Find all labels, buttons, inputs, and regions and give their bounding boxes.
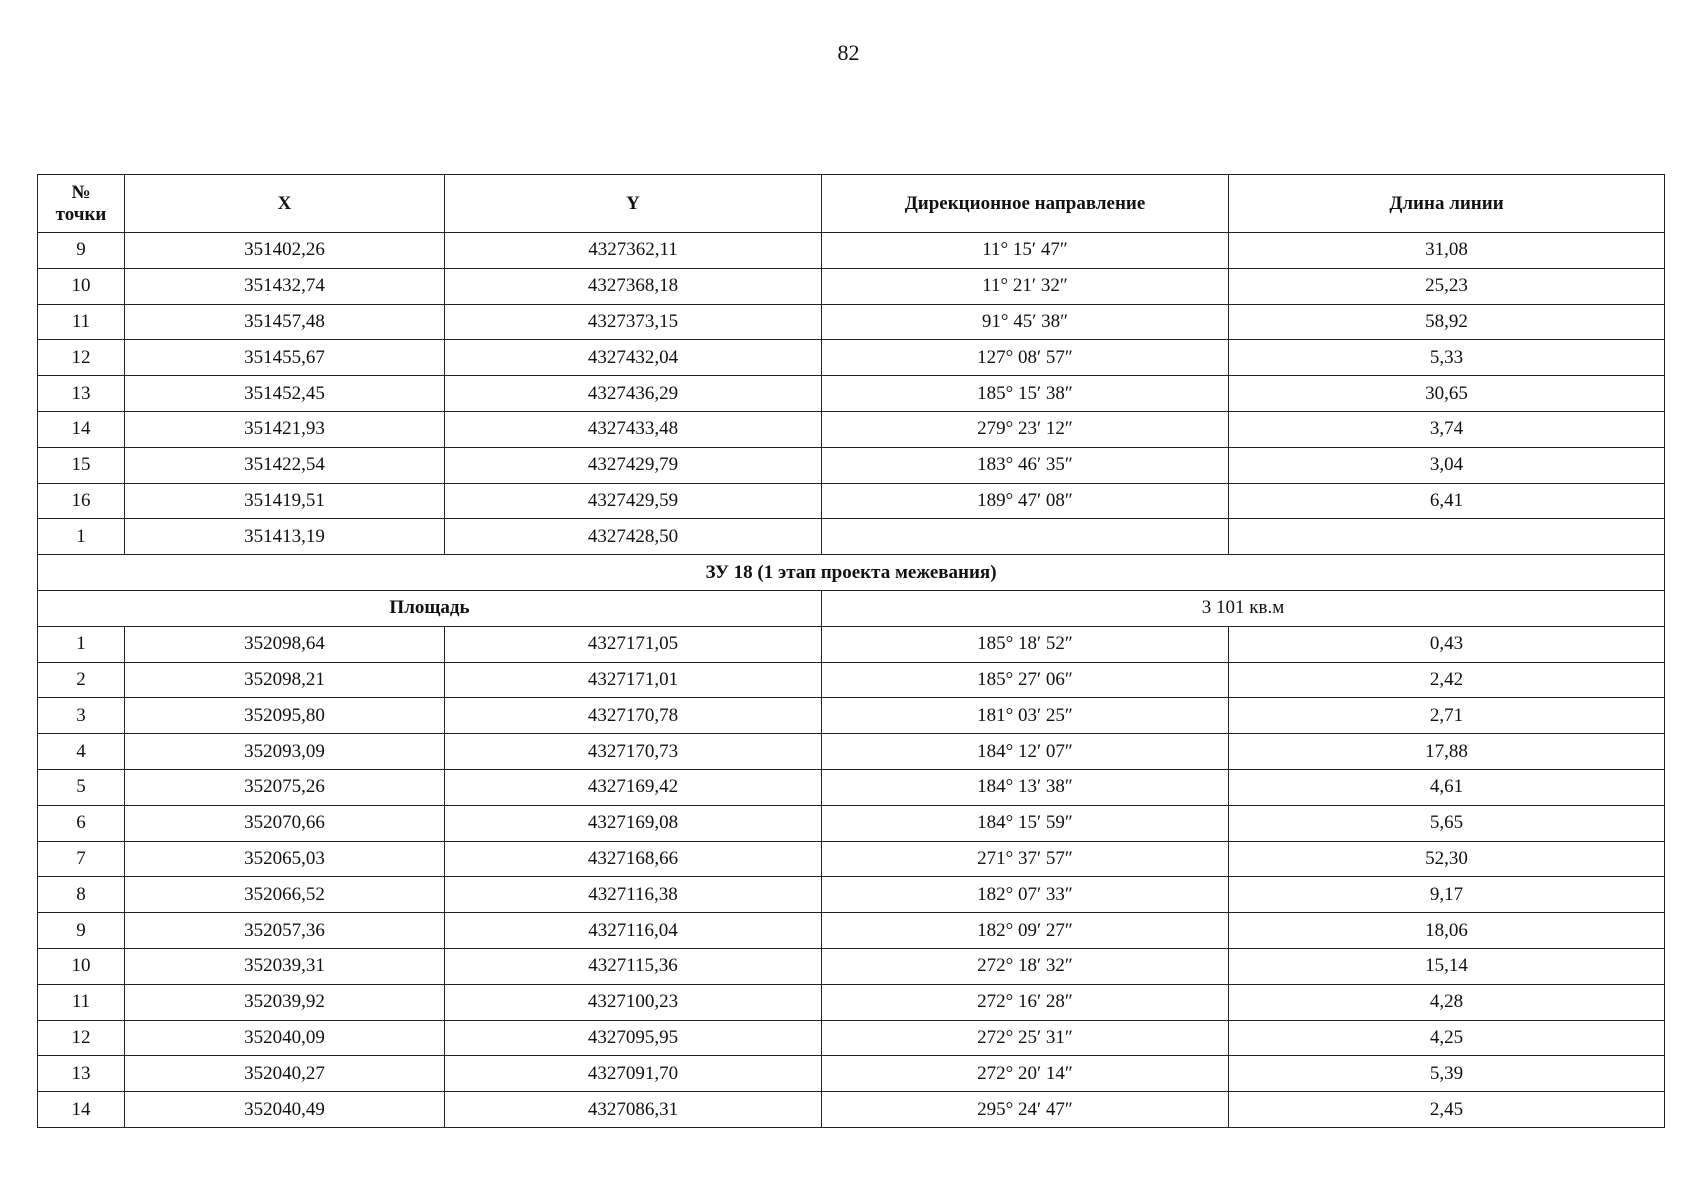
cell-direction: 271° 37′ 57″ xyxy=(822,841,1229,877)
cell-length: 25,23 xyxy=(1229,268,1665,304)
table-row xyxy=(38,519,1665,555)
cell-point: 13 xyxy=(38,1056,125,1092)
cell-y: 4327433,48 xyxy=(445,411,822,447)
cell-x: 352065,03 xyxy=(125,841,445,877)
cell-y: 4327368,18 xyxy=(445,268,822,304)
cell-x: 352098,64 xyxy=(125,626,445,662)
cell-direction: 11° 21′ 32″ xyxy=(822,268,1229,304)
cell-point: 11 xyxy=(38,304,125,340)
cell-direction: 185° 18′ 52″ xyxy=(822,626,1229,662)
cell-y: 4327116,04 xyxy=(445,913,822,949)
cell-point: 5 xyxy=(38,769,125,805)
cell-x: 352039,92 xyxy=(125,984,445,1020)
cell-length: 58,92 xyxy=(1229,304,1665,340)
cell-direction: 11° 15′ 47″ xyxy=(822,233,1229,269)
cell-y: 4327169,08 xyxy=(445,805,822,841)
cell-direction: 184° 12′ 07″ xyxy=(822,734,1229,770)
cell-point: 8 xyxy=(38,877,125,913)
cell-y: 4327428,50 xyxy=(445,519,822,555)
cell-x: 352098,21 xyxy=(125,662,445,698)
cell-direction: 272° 18′ 32″ xyxy=(822,948,1229,984)
table-row xyxy=(38,447,1665,483)
cell-y: 4327116,38 xyxy=(445,877,822,913)
cell-point: 10 xyxy=(38,948,125,984)
cell-y: 4327115,36 xyxy=(445,948,822,984)
cell-y: 4327170,78 xyxy=(445,698,822,734)
cell-y: 4327362,11 xyxy=(445,233,822,269)
cell-y: 4327436,29 xyxy=(445,376,822,412)
area-label: Площадь xyxy=(38,590,822,626)
header-x: X xyxy=(125,175,445,233)
cell-point: 14 xyxy=(38,1092,125,1128)
table-row xyxy=(38,841,1665,877)
table-row xyxy=(38,1056,1665,1092)
cell-y: 4327100,23 xyxy=(445,984,822,1020)
cell-y: 4327171,05 xyxy=(445,626,822,662)
cell-point: 12 xyxy=(38,340,125,376)
cell-x: 351432,74 xyxy=(125,268,445,304)
cell-length: 9,17 xyxy=(1229,877,1665,913)
cell-point: 13 xyxy=(38,376,125,412)
cell-length: 4,28 xyxy=(1229,984,1665,1020)
cell-y: 4327429,59 xyxy=(445,483,822,519)
cell-length: 2,71 xyxy=(1229,698,1665,734)
cell-direction: 182° 09′ 27″ xyxy=(822,913,1229,949)
cell-x: 352039,31 xyxy=(125,948,445,984)
table-row xyxy=(38,805,1665,841)
cell-y: 4327168,66 xyxy=(445,841,822,877)
cell-x: 351455,67 xyxy=(125,340,445,376)
cell-y: 4327373,15 xyxy=(445,304,822,340)
table-row xyxy=(38,376,1665,412)
table-row xyxy=(38,304,1665,340)
table-row xyxy=(38,877,1665,913)
table-row xyxy=(38,734,1665,770)
cell-x: 351413,19 xyxy=(125,519,445,555)
table-row xyxy=(38,984,1665,1020)
cell-point: 11 xyxy=(38,984,125,1020)
cell-x: 352095,80 xyxy=(125,698,445,734)
table-row xyxy=(38,268,1665,304)
table-row xyxy=(38,340,1665,376)
cell-length: 2,45 xyxy=(1229,1092,1665,1128)
cell-x: 352075,26 xyxy=(125,769,445,805)
header-y: Y xyxy=(445,175,822,233)
cell-length: 6,41 xyxy=(1229,483,1665,519)
cell-y: 4327095,95 xyxy=(445,1020,822,1056)
cell-direction: 295° 24′ 47″ xyxy=(822,1092,1229,1128)
cell-direction: 182° 07′ 33″ xyxy=(822,877,1229,913)
cell-x: 351421,93 xyxy=(125,411,445,447)
cell-y: 4327091,70 xyxy=(445,1056,822,1092)
cell-length: 52,30 xyxy=(1229,841,1665,877)
cell-length: 2,42 xyxy=(1229,662,1665,698)
table-row xyxy=(38,769,1665,805)
coordinates-table xyxy=(37,174,1665,1128)
rows-after-section xyxy=(38,626,1665,1127)
cell-direction xyxy=(822,519,1229,555)
rows-before-section xyxy=(38,233,1665,555)
table-row xyxy=(38,411,1665,447)
cell-length: 31,08 xyxy=(1229,233,1665,269)
area-row xyxy=(38,590,1665,626)
cell-length: 5,39 xyxy=(1229,1056,1665,1092)
table-row xyxy=(38,948,1665,984)
cell-y: 4327429,79 xyxy=(445,447,822,483)
cell-y: 4327432,04 xyxy=(445,340,822,376)
cell-length xyxy=(1229,519,1665,555)
cell-length: 0,43 xyxy=(1229,626,1665,662)
section-header xyxy=(38,555,1665,627)
cell-length: 30,65 xyxy=(1229,376,1665,412)
cell-point: 12 xyxy=(38,1020,125,1056)
cell-x: 351452,45 xyxy=(125,376,445,412)
table-row xyxy=(38,1092,1665,1128)
cell-length: 3,04 xyxy=(1229,447,1665,483)
header-point-number: № точки xyxy=(38,175,125,233)
cell-point: 1 xyxy=(38,519,125,555)
cell-point: 15 xyxy=(38,447,125,483)
cell-length: 3,74 xyxy=(1229,411,1665,447)
section-title: ЗУ 18 (1 этап проекта межевания) xyxy=(38,555,1665,591)
cell-direction: 185° 15′ 38″ xyxy=(822,376,1229,412)
cell-x: 352057,36 xyxy=(125,913,445,949)
cell-point: 14 xyxy=(38,411,125,447)
header-length: Длина линии xyxy=(1229,175,1665,233)
cell-x: 352040,27 xyxy=(125,1056,445,1092)
table-row xyxy=(38,698,1665,734)
cell-y: 4327170,73 xyxy=(445,734,822,770)
section-title-row xyxy=(38,555,1665,591)
cell-length: 4,25 xyxy=(1229,1020,1665,1056)
cell-length: 17,88 xyxy=(1229,734,1665,770)
cell-direction: 91° 45′ 38″ xyxy=(822,304,1229,340)
cell-point: 4 xyxy=(38,734,125,770)
table-header-row xyxy=(38,175,1665,233)
table-row xyxy=(38,483,1665,519)
cell-direction: 185° 27′ 06″ xyxy=(822,662,1229,698)
cell-direction: 184° 15′ 59″ xyxy=(822,805,1229,841)
table-row xyxy=(38,913,1665,949)
cell-point: 3 xyxy=(38,698,125,734)
header-direction: Дирекционное направление xyxy=(822,175,1229,233)
cell-y: 4327171,01 xyxy=(445,662,822,698)
cell-point: 9 xyxy=(38,233,125,269)
cell-direction: 183° 46′ 35″ xyxy=(822,447,1229,483)
cell-point: 2 xyxy=(38,662,125,698)
cell-direction: 184° 13′ 38″ xyxy=(822,769,1229,805)
cell-point: 10 xyxy=(38,268,125,304)
cell-x: 351402,26 xyxy=(125,233,445,269)
table-row xyxy=(38,626,1665,662)
table-row xyxy=(38,233,1665,269)
cell-direction: 272° 25′ 31″ xyxy=(822,1020,1229,1056)
cell-direction: 272° 16′ 28″ xyxy=(822,984,1229,1020)
page-number: 82 xyxy=(837,40,860,65)
cell-x: 352040,49 xyxy=(125,1092,445,1128)
cell-length: 4,61 xyxy=(1229,769,1665,805)
cell-length: 5,33 xyxy=(1229,340,1665,376)
cell-y: 4327086,31 xyxy=(445,1092,822,1128)
cell-direction: 189° 47′ 08″ xyxy=(822,483,1229,519)
cell-point: 9 xyxy=(38,913,125,949)
cell-x: 351419,51 xyxy=(125,483,445,519)
cell-x: 352040,09 xyxy=(125,1020,445,1056)
table-row xyxy=(38,662,1665,698)
cell-x: 351457,48 xyxy=(125,304,445,340)
cell-x: 352070,66 xyxy=(125,805,445,841)
cell-direction: 272° 20′ 14″ xyxy=(822,1056,1229,1092)
cell-length: 15,14 xyxy=(1229,948,1665,984)
cell-direction: 181° 03′ 25″ xyxy=(822,698,1229,734)
table-row xyxy=(38,1020,1665,1056)
cell-x: 352093,09 xyxy=(125,734,445,770)
cell-point: 16 xyxy=(38,483,125,519)
cell-length: 5,65 xyxy=(1229,805,1665,841)
cell-x: 351422,54 xyxy=(125,447,445,483)
cell-point: 1 xyxy=(38,626,125,662)
cell-point: 6 xyxy=(38,805,125,841)
area-value: 3 101 кв.м xyxy=(822,590,1665,626)
cell-length: 18,06 xyxy=(1229,913,1665,949)
cell-y: 4327169,42 xyxy=(445,769,822,805)
cell-point: 7 xyxy=(38,841,125,877)
cell-direction: 127° 08′ 57″ xyxy=(822,340,1229,376)
cell-direction: 279° 23′ 12″ xyxy=(822,411,1229,447)
cell-x: 352066,52 xyxy=(125,877,445,913)
